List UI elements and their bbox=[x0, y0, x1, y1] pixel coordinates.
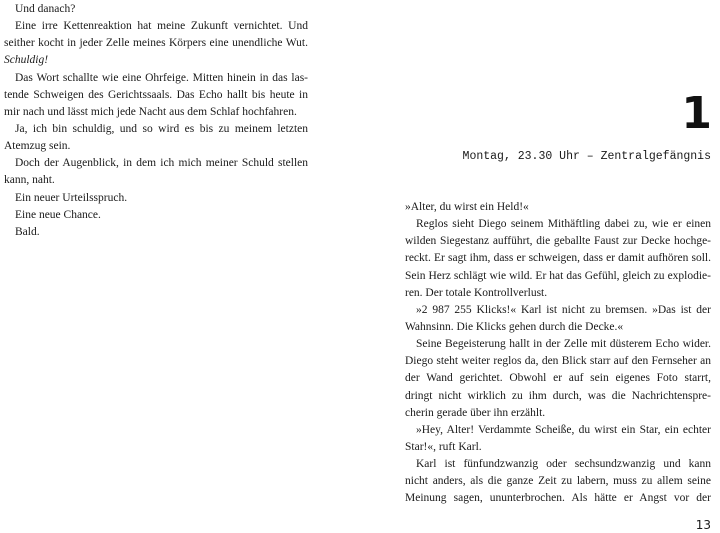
text-line: Karl ist fünfundzwanzig oder sechsundzwanzig und kann bbox=[416, 458, 711, 471]
text-line: Bald. bbox=[15, 225, 40, 238]
text-line: Ja, ich bin schuldig, und so wird es bis zu meinem letzten bbox=[15, 122, 308, 135]
text-line: Schuldig! bbox=[4, 54, 49, 67]
text-line: seither kocht in jeder Zelle meines Körpers eine unendliche Wut. bbox=[4, 37, 308, 50]
text-line: Doch der Augenblick, in dem ich mich meiner Schuld stellen bbox=[15, 157, 308, 170]
text-line: reckt. Er sagt ihm, dass er schweigen, dass er damit aufhören soll. bbox=[405, 252, 711, 265]
chapter-subtitle: Montag, 23.30 Uhr – Zentralgefängnis bbox=[462, 150, 711, 163]
text-line: Eine irre Kettenreaktion hat meine Zukunft vernichtet. Und bbox=[15, 20, 308, 33]
text-line: nicht anders, als die ganze Zeit zu labern, muss zu allem seine bbox=[405, 475, 711, 488]
text-line: Wahnsinn. Die Klicks gehen durch die Decke.« bbox=[405, 320, 624, 333]
text-line: Und danach? bbox=[15, 3, 76, 15]
text-line: Das Wort schallte wie eine Ohrfeige. Mitten hinein in das las- bbox=[15, 71, 308, 84]
text-line: Meinung sagen, ununterbrochen. Als hätte er Angst vor der bbox=[405, 492, 711, 505]
text-line: cherin gerade über ihn erzählt. bbox=[405, 406, 546, 419]
text-line: Eine neue Chance. bbox=[15, 208, 101, 221]
left-page-text bbox=[4, 1, 308, 241]
text-line: Star!«, ruft Karl. bbox=[405, 440, 482, 453]
text-line: Sein Herz schlägt wie wild. Er hat das Gefühl, gleich zu explodie- bbox=[405, 269, 711, 282]
text-line: Atemzug sein. bbox=[4, 140, 71, 153]
text-line: ren. Der totale Kontrollverlust. bbox=[405, 286, 548, 299]
text-line: kann, naht. bbox=[4, 174, 55, 187]
text-line: »Alter, du wirst ein Held!« bbox=[405, 201, 529, 213]
chapter-number: 1 bbox=[681, 88, 711, 139]
text-line: der Wand gerichtet. Obwohl er auf sein eigenes Foto starrt, bbox=[405, 372, 711, 385]
text-line: Seine Begeisterung hallt in der Zelle mit düsterem Echo wider. bbox=[416, 338, 711, 351]
text-line: Ein neuer Urteilsspruch. bbox=[15, 191, 128, 204]
text-line: »Hey, Alter! Verdammte Scheiße, du wirst ein Star, ein echter bbox=[416, 423, 711, 436]
left-page bbox=[0, 0, 320, 533]
right-page-text bbox=[405, 199, 711, 508]
text-line: Reglos sieht Diego seinem Mithäftling dabei zu, wie er einen bbox=[416, 218, 711, 231]
text-line: tende Schweigen des Gerichtssaals. Das Echo hallt bis heute in bbox=[4, 88, 308, 101]
right-page bbox=[405, 0, 711, 533]
page-number: 13 bbox=[695, 518, 711, 532]
text-line: »2 987 255 Klicks!« Karl ist nicht zu bremsen. »Das ist der bbox=[416, 303, 711, 316]
text-line: Diego steht weiter reglos da, den Blick starr auf den Fernseher an bbox=[405, 355, 711, 368]
text-line: dringt nicht wirklich zu ihm durch, was die Nachrichtenspre- bbox=[405, 389, 711, 402]
text-line: mir nach und lässt mich jede Nacht aus dem Schlaf hochfahren. bbox=[4, 105, 297, 118]
text-line: wilden Siegestanz aufführt, die geballte Faust zur Decke hochge- bbox=[405, 235, 711, 248]
